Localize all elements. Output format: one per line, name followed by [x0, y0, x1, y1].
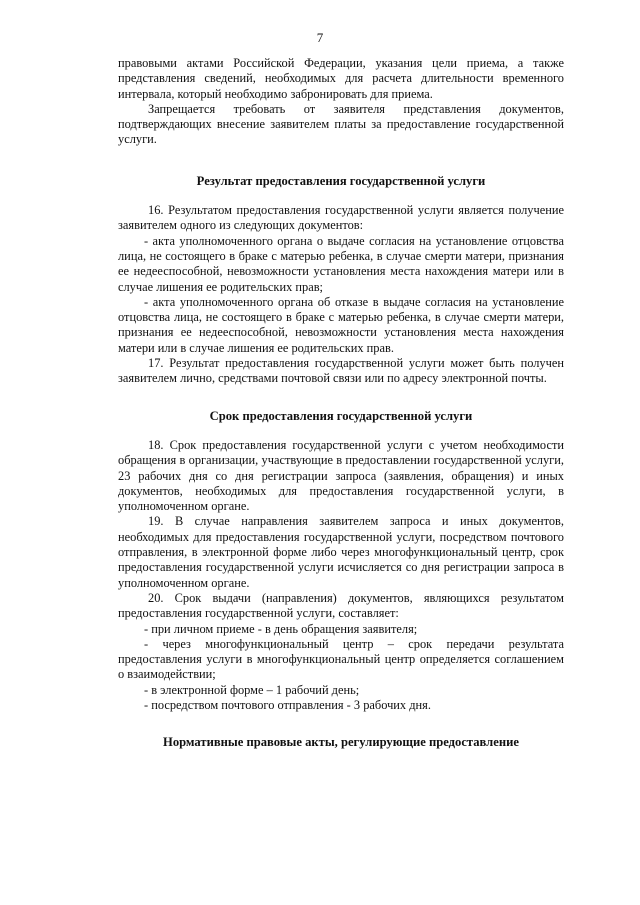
- document-body: [118, 56, 564, 751]
- list-item: - акта уполномоченного органа об отказе в выдаче согласия на установление отцовства лица, не состоящего в браке с матерью ребенка, в случае смерти матери, признания ее недееспособной, невозможности установления места нахождения матери или в случае лишения ее родительских прав.: [118, 294, 564, 355]
- paragraph: 18. Срок предоставления государственной услуги с учетом необходимости обращения в организации, участвующие в предоставлении государственной услуги, 23 рабочих дня со дня регистрации запроса (заявления, обращения) и иных документов, необходимых для предоставления государственной услуги, в уполномоченном органе.: [118, 437, 564, 514]
- section-heading-term: Срок предоставления государственной услуги: [209, 408, 473, 423]
- paragraph: 16. Результатом предоставления государственной услуги является получение заявителем одного из следующих документов:: [118, 203, 564, 233]
- list-item: - при личном приеме - в день обращения заявителя;: [144, 621, 418, 636]
- paragraph: 19. В случае направления заявителем запроса и иных документов, необходимых для предоставления государственной услуги, посредством почтового отправления, в электронной форме либо через многофункциональный центр, срок предоставления государственной услуги исчисляется со дня регистрации запроса в уполномоченном органе.: [118, 514, 564, 590]
- section-heading-result: Результат предоставления государственной услуги: [196, 173, 486, 188]
- list-item: - через многофункциональный центр – срок передачи результата предоставления услуги в многофункциональный центр определяется соглашением о взаимодействии;: [118, 636, 564, 682]
- paragraph: Запрещается требовать от заявителя представления документов, подтверждающих внесение заявителем платы за предоставление государственной услуги.: [118, 101, 564, 147]
- paragraph: правовыми актами Российской Федерации, указания цели приема, а также представления сведений, необходимых для расчета длительности временного интервала, который необходимо забронировать для приема.: [118, 56, 564, 101]
- paragraph: 17. Результат предоставления государственной услуги может быть получен заявителем лично, средствами почтовой связи или по адресу электронной почты.: [118, 356, 564, 386]
- section-heading-legal-acts: Нормативные правовые акты, регулирующие предоставление: [163, 735, 519, 750]
- page-number: 7: [316, 30, 324, 45]
- list-item: - в электронной форме – 1 рабочий день;: [144, 682, 360, 697]
- paragraph: 20. Срок выдачи (направления) документов, являющихся результатом предоставления государственной услуги, составляет:: [118, 590, 564, 621]
- list-item: - акта уполномоченного органа о выдаче согласия на установление отцовства лица, не состоящего в браке с матерью ребенка, в случае смерти матери, признания ее недееспособной, невозможности установления места нахождения матери или в случае лишения ее родительских прав;: [118, 233, 564, 294]
- list-item: - посредством почтового отправления - 3 рабочих дня.: [144, 697, 431, 712]
